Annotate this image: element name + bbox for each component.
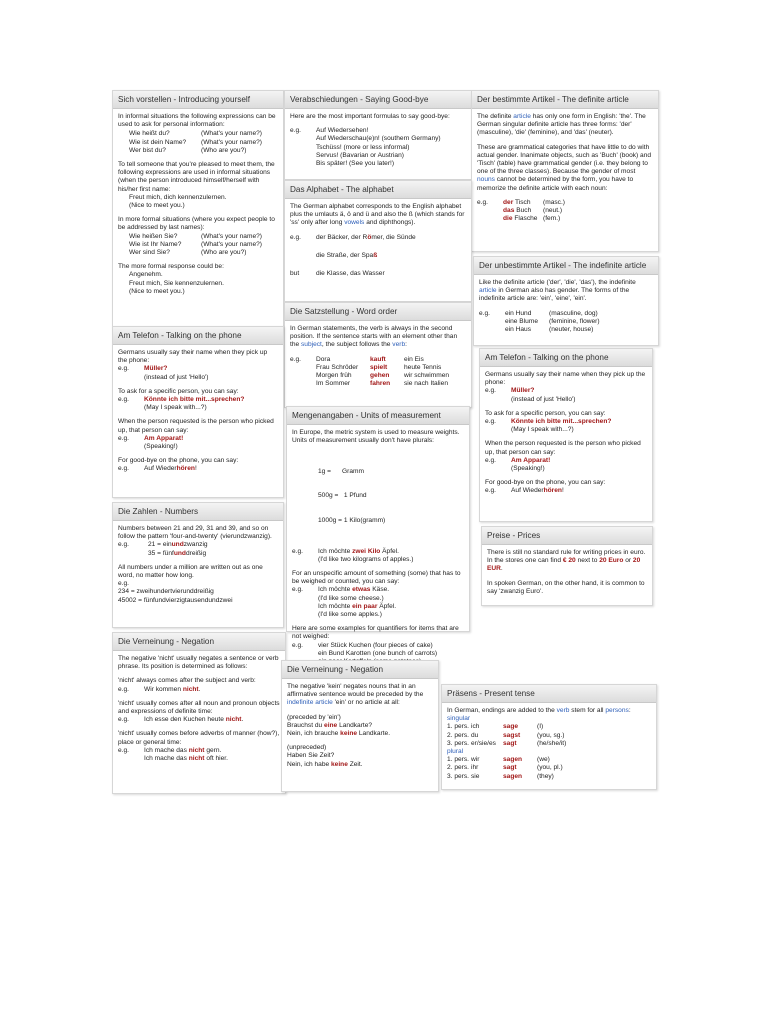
number-example: 234 = zweihundertvierunddreißig [118, 588, 214, 596]
quantifier-example: e.g. vier Stück Kuchen (four pieces of cake) [292, 641, 433, 649]
card-title: Das Alphabet - The alphabet [285, 181, 471, 199]
conjugation-row: 2. pers. du sagst (you, sg.) [447, 731, 565, 739]
phrase-de: Wie ist dein Name? [129, 138, 187, 146]
phrase-en: (Who are you?) [201, 146, 247, 154]
card-prices [481, 526, 653, 606]
alphabet-example: but die Klasse, das Wasser [290, 270, 385, 278]
card-numbers: Die Zahlen - Numbers Numbers between 21 and 29, 31 and 39, and so on follow the pattern 'four-and-twenty' (vierundzwanzig). e.g. 21 = einundzwanzig 35 = fünfunddreißig All numbers under a million are written out as one word, no matter how long. e.g. 234 = zweihundertvierunddreißig 45002 = fünfundvierzigtausendundzwei [112, 502, 284, 628]
phone-paragraph: To ask for a specific person, you can say: [118, 387, 239, 395]
card-title: Die Zahlen - Numbers [113, 503, 283, 521]
alphabet-example: e.g. der Bäcker, der Römer, die Sünde [290, 233, 416, 241]
card-title: Verabschiedungen - Saying Good-bye [285, 91, 471, 109]
indefinite-article-link[interactable]: indefinite article [287, 699, 333, 707]
phrase-en: (Who are you?) [201, 249, 247, 257]
units-paragraph: Here are some examples for quantifiers for items that are not weighed: [292, 625, 459, 641]
goodbye-phrase: Servus! (Bavarian or Austrian) [316, 151, 404, 159]
card-present-tense [441, 684, 657, 790]
singular-label: singular [447, 715, 471, 723]
card-units-of-measurement: Mengenangaben - Units of measurement In Europe, the metric system is used to measure weights. Units of measurement usually don't have plurals: 1g = Gramm 500g = 1 Pfund 1000g = 1 Kilo(gramm) e.g. Ich möchte zwei Kilo Äpfel. (I'd like two kilograms of apples.) For an unspecific amount of something (some) that has to be weighed or counted, you can say: e.g. Ich möchte etwas Käse. (I'd like some cheese.) Ich möchte ein paar Äpfel. (I'd like some apples.) Here are some examples for quantifiers for items that are not weighed: e.g. vier Stück Kuchen (four pieces of cake) ein Bund Karotten (one bunch of carrots) [286, 406, 470, 632]
card-introducing-yourself [112, 90, 284, 328]
phrase-de: Wie ist Ihr Name? [129, 240, 182, 248]
word-order-row: Morgen früh gehen wir schwimmen [316, 372, 450, 380]
negation-paragraph: 'nicht' usually comes before adverbs of manner (how?), place or general time: [118, 730, 280, 746]
informal-response-paragraph: To tell someone that you're pleased to meet them, the following expressions are used in informal situations (when the person introduced himself/herself with his/her first name: [118, 161, 275, 193]
card-title: Am Telefon - Talking on the phone [480, 349, 652, 367]
plural-label: plural [447, 748, 464, 756]
word-order-row: Im Sommer fahren sie nach Italien [316, 380, 448, 388]
informal-response: Freut mich, dich kennenzulernen. [129, 193, 227, 201]
vowels-link[interactable]: vowels [344, 219, 365, 227]
card-title: Der unbestimmte Artikel - The indefinite article [474, 257, 658, 275]
phone-paragraph: To ask for a specific person, you can say: [485, 409, 606, 417]
card-saying-goodbye [284, 90, 472, 180]
formal-question-list [118, 233, 278, 258]
phone-paragraph: Germans usually say their name when they pick up the phone: [485, 371, 646, 387]
number-example: 45002 = fünfundvierzigtausendundzwei [118, 596, 233, 604]
conjugation-row: 2. pers. ihr sagt (you, pl.) [447, 764, 563, 772]
negation-paragraph: 'nicht' usually comes after all noun and pronoun objects and expressions of definite time: [118, 699, 280, 716]
article-link[interactable]: article [513, 113, 531, 120]
nouns-link[interactable]: nouns [477, 176, 495, 184]
goodbye-phrase: Auf Wiederschau(e)n! (southern Germany) [316, 135, 441, 143]
formal-response: Freut mich, Sie kennenzulernen. [129, 279, 224, 287]
prices-paragraph: In spoken German, on the other hand, it is common to say 'zwanzig Euro'. [487, 579, 645, 595]
definite-example-row: e.g. der Tisch (masc.) [477, 198, 565, 206]
indefinite-example-row: ein Haus (neuter, house) [505, 326, 594, 334]
phrase-en: (What's your name?) [201, 130, 262, 138]
present-paragraph: In German, endings are added to the verb stem for all persons: [447, 707, 631, 714]
numbers-paragraph: All numbers under a million are written out as one word, no matter how long. [118, 563, 263, 580]
prices-paragraph: There is still no standard rule for writing prices in euro. In the stores one can find € 20 next to 20 Euro or 20 EUR. [487, 549, 646, 573]
definite-example-row: die Flasche (fem.) [503, 215, 561, 223]
definite-paragraph-2: These are grammatical categories that have little to do with actual gender. Inanimate objects, such as 'Buch' (book) and 'Tisch' (table) have grammatical gender (i.e. they belong to one of the three classes). Because the gender of most nouns cannot be determined by the form, you have to memorize the definite article with each noun: [477, 143, 652, 192]
card-title: Sich vorstellen - Introducing yourself [113, 91, 283, 109]
goodbye-intro: Here are the most important formulas to say good-bye: [290, 113, 450, 120]
intro-paragraph: In informal situations the following expressions can be used to ask for personal information: [118, 113, 276, 129]
informal-response-translation: (Nice to meet you.) [129, 202, 185, 210]
card-negation-kein: Die Verneinung - Negation The negative 'kein' negates nouns that in an affirmative sentence would be preceded by the indefinite article 'ein' or no article at all: (preceded by 'ein') Brauchst du eine Landkarte? Nein, ich brauche keine Landkarte. (unpreceded) Haben Sie Zeit? Nein, ich habe keine Zeit. [281, 660, 439, 792]
conjugation-row: 1. pers. ich sage (I) [447, 723, 544, 731]
verb-link[interactable]: verb [392, 341, 406, 349]
informal-question-list [118, 130, 278, 155]
eg-label: e.g. [290, 127, 301, 135]
goodbye-phrase: Auf Wiedersehen! [316, 127, 369, 135]
formal-response-paragraph: The more formal response could be: [118, 263, 224, 271]
phrase-en: (What's your name?) [201, 232, 262, 240]
conjugation-row: 1. pers. wir sagen (we) [447, 756, 550, 764]
units-example: e.g. Ich möchte zwei Kilo Äpfel. [292, 547, 400, 555]
card-title: Die Verneinung - Negation [113, 633, 285, 651]
card-word-order [284, 302, 472, 408]
word-order-row: e.g. Dora kauft ein Eis [290, 355, 424, 363]
numbers-paragraph: Numbers between 21 and 29, 31 and 39, and so on follow the pattern 'four-and-twenty' (vierundzwanzig). [118, 525, 272, 541]
negation-kein-paragraph: The negative 'kein' negates nouns that in an affirmative sentence would be preceded by the indefinite article 'ein' or no article at all: [287, 683, 424, 707]
goodbye-phrase: Bis später! (See you later!) [316, 160, 395, 168]
verb-link[interactable]: verb [556, 707, 570, 714]
alphabet-paragraph: The German alphabet corresponds to the English alphabet plus the umlauts ä, ö and ü and also the ß (which stands for 'ss' only after long vowels and diphthongs). [290, 203, 465, 227]
formal-paragraph: In more formal situations (where you expect people to be addressed by last names): [118, 216, 275, 232]
subject-link[interactable]: subject [301, 341, 322, 349]
alphabet-example: die Straße, der Spaß [316, 251, 378, 259]
article-link[interactable]: article [479, 287, 497, 295]
phrase-de: Wer sind Sie? [129, 249, 170, 257]
phrase-de: Wer bist du? [129, 146, 166, 154]
card-title: Die Verneinung - Negation [282, 661, 438, 679]
phone-paragraph: When the person requested is the person who picked up, that person can say: [118, 418, 274, 434]
formal-response: Angenehm. [129, 271, 163, 279]
negation-paragraph: The negative 'nicht' usually negates a sentence or verb phrase. Its position is determined as follows: [118, 655, 279, 671]
card-title: Die Satzstellung - Word order [285, 303, 471, 321]
indefinite-example-row: e.g. ein Hund (masculine, dog) [479, 309, 598, 317]
phone-paragraph: For good-bye on the phone, you can say: [485, 479, 606, 487]
card-alphabet [284, 180, 472, 302]
phrase-en: (What's your name?) [201, 240, 262, 248]
card-indefinite-article [473, 256, 659, 346]
card-title: Präsens - Present tense [442, 685, 656, 703]
units-paragraph: In Europe, the metric system is used to measure weights. Units of measurement usually don't have plurals: [292, 429, 460, 445]
card-phone-right: Am Telefon - Talking on the phone Germans usually say their name when they pick up the phone: e.g. Müller? (instead of just 'Hello') To ask for a specific person, you can say: e.g. Könnte ich bitte mit...sprechen? (May I speak with...?) When the person requested is the person who picked up, that person can say: e.g. Am Apparat! (Speaking!) For good-bye on the phone, you can say: e.g. Auf Wiederhören! [479, 348, 653, 522]
phone-paragraph: Germans usually say their name when they pick up the phone: [118, 349, 268, 365]
units-paragraph: For an unspecific amount of something (some) that has to be weighed or counted, you can say: [292, 570, 461, 586]
card-title: Am Telefon - Talking on the phone [113, 327, 283, 345]
persons-link[interactable]: persons [605, 707, 629, 714]
card-title: Mengenangaben - Units of measurement [287, 407, 469, 425]
card-definite-article [471, 90, 659, 252]
phone-paragraph: For good-bye on the phone, you can say: [118, 457, 239, 465]
phrase-de: Wie heißen Sie? [129, 232, 178, 240]
negation-paragraph: 'nicht' always comes after the subject and verb: [118, 677, 256, 685]
card-phone-left: Am Telefon - Talking on the phone Germans usually say their name when they pick up the phone: e.g. Müller? (instead of just 'Hello') To ask for a specific person, you can say: e.g. Könnte ich bitte mit...sprechen? (May I speak with...?) When the person requested is the person who picked up, that person can say: e.g. Am Apparat! (Speaking!) For good-bye on the phone, you can say: e.g. Auf Wiederhören! [112, 326, 284, 498]
units-example: e.g. Ich möchte etwas Käse. [292, 586, 390, 594]
indefinite-example-row: eine Blume (feminine, flower) [505, 317, 600, 325]
phrase-en: (What's your name?) [201, 138, 262, 146]
word-order-row: Frau Schröder spielt heute Tennis [316, 363, 442, 371]
word-order-paragraph: In German statements, the verb is always in the second position. If the sentence starts with an element other than the subject, the subject follows the verb: [290, 325, 458, 349]
card-title: Der bestimmte Artikel - The definite article [472, 91, 658, 109]
conjugation-row: 3. pers. er/sie/es sagt (he/she/it) [447, 739, 567, 747]
formal-response-translation: (Nice to meet you.) [129, 287, 185, 295]
unit-list: 1g = Gramm 500g = 1 Pfund 1000g = 1 Kilo(gramm) [318, 467, 386, 525]
definite-example-row: das Buch (neut.) [503, 207, 563, 215]
indefinite-paragraph: Like the definite article ('der', 'die', 'das'), the indefinite article in German also has gender. The forms of the indefinite article are: 'ein', 'eine', 'ein'. [479, 279, 636, 303]
goodbye-phrase: Tschüss! (more or less informal) [316, 143, 410, 151]
phone-paragraph: When the person requested is the person who picked up, that person can say: [485, 440, 641, 456]
card-negation-nicht: Die Verneinung - Negation The negative 'nicht' usually negates a sentence or verb phrase. Its position is determined as follows: 'nicht' always comes after the subject and verb: e.g. Wir kommen nicht. 'nicht' usually comes after all noun and pronoun objects and expressions of definite time: e.g. Ich esse den Kuchen heute nicht. 'nicht' usually comes before adverbs of manner (how?), place or general time: e.g. Ich mache das nicht gern. Ich mache das nicht oft hier. [112, 632, 286, 794]
definite-paragraph-1: The definite article has only one form in English: 'the'. The German singular definite article has three forms: 'der' (masculine), 'die' (feminine), and 'das' (neuter). [477, 113, 646, 137]
phrase-de: Wie heißt du? [129, 130, 170, 138]
card-title: Preise - Prices [482, 527, 652, 545]
conjugation-row: 3. pers. sie sagen (they) [447, 772, 554, 780]
